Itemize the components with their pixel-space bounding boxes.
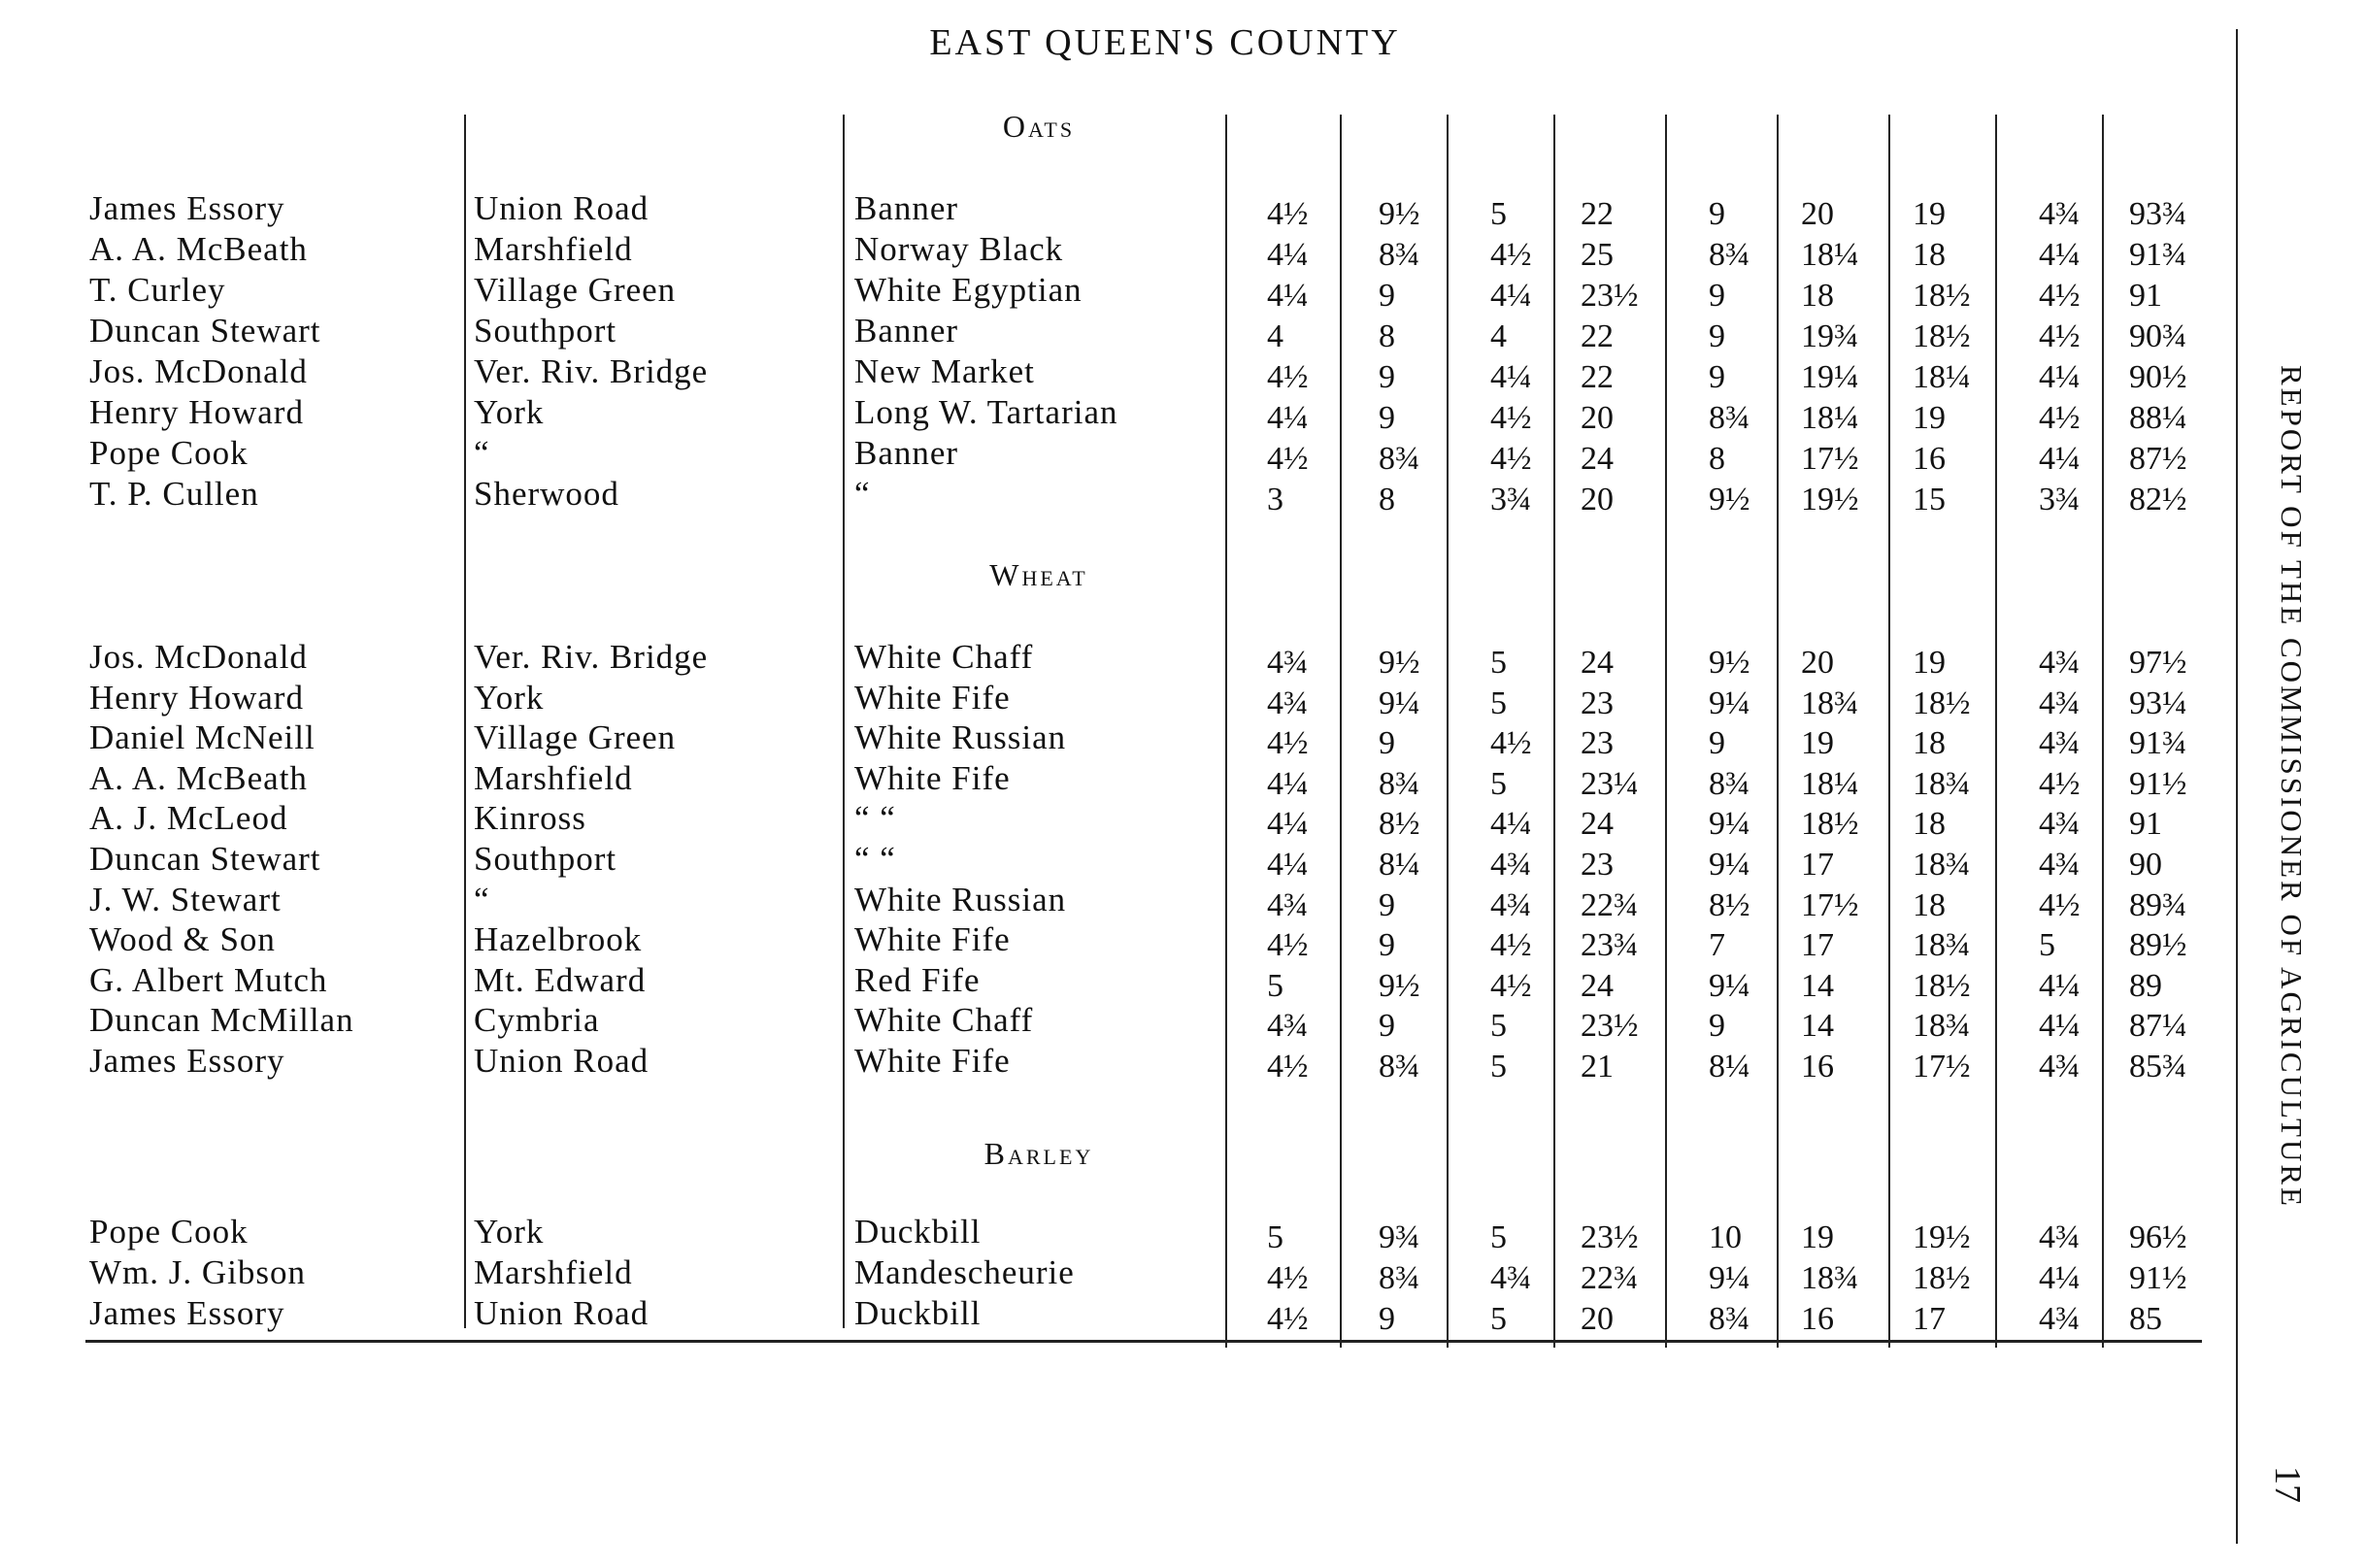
score-cell: 4¾ [2039,684,2081,721]
grower-location: Union Road [474,1294,650,1332]
score-cell: 8¾ [1709,1301,1750,1337]
grower-location: Union Road [474,189,650,227]
grower-location: Kinross [474,799,586,838]
score-cell: 24 [1581,645,1614,681]
score-cell: 18¾ [1913,847,1971,883]
score-cell: 25 [1581,237,1614,273]
crop-variety: “ “ [854,799,896,838]
crop-variety: Duckbill [854,1213,982,1251]
crop-variety: “ “ [854,840,896,878]
score-cell: 17 [1913,1301,1946,1337]
score-cell: 19 [1913,645,1946,681]
score-cell: 5 [1490,1049,1507,1084]
score-cell: 9 [1379,359,1395,395]
score-cell: 89½ [2129,927,2187,964]
score-cell: 22¾ [1581,886,1639,923]
score-cell: 9¼ [1709,967,1750,1004]
score-cell: 4¾ [1267,645,1309,681]
score-cell: 4¾ [1267,886,1309,923]
score-cell: 4½ [1267,359,1309,395]
score-cell: 22 [1581,318,1614,354]
score-cell: 4¾ [2039,725,2081,762]
score-cell: 4¼ [1267,765,1309,802]
grower-name: G. Albert Mutch [89,960,328,999]
score-cell: 87½ [2129,441,2187,477]
crop-variety: Banner [854,434,959,472]
score-cell: 4¾ [2039,1301,2081,1337]
score-cell: 17½ [1913,1049,1971,1084]
score-cell: 16 [1801,1049,1834,1084]
score-cell: 18 [1801,278,1834,314]
score-cell: 18 [1913,725,1946,762]
score-cell: 18 [1913,886,1946,923]
grower-name: Henry Howard [89,678,304,717]
score-cell: 19½ [1801,482,1859,517]
crop-variety: White Russian [854,718,1067,757]
score-cell: 4½ [1267,725,1309,762]
score-cell: 4¾ [1267,1008,1309,1045]
score-cell: 90¾ [2129,318,2187,354]
score-cell: 9¼ [1709,684,1750,721]
score-cell: 4¼ [1267,400,1309,436]
grower-location: Sherwood [474,475,619,513]
grower-name: J. W. Stewart [89,880,282,918]
score-cell: 4½ [2039,318,2081,354]
grower-location: Hazelbrook [474,920,643,959]
score-cell: 89 [2129,967,2162,1004]
score-cell: 4½ [2039,765,2081,802]
score-cell: 8½ [1379,806,1420,843]
score-cell: 18¾ [1801,1260,1859,1296]
score-cell: 23¼ [1581,765,1639,802]
score-cell: 8 [1379,318,1395,354]
grower-name: Duncan Stewart [89,312,321,350]
section-heading-oats: Oats [1002,109,1076,144]
crop-variety: Norway Black [854,230,1064,268]
score-cell: 23½ [1581,1008,1639,1045]
score-cell: 91½ [2129,1260,2187,1296]
score-cell: 4¾ [1490,847,1532,883]
table-row [0,839,2233,883]
score-cell: 9½ [1709,482,1750,517]
score-cell: 9½ [1379,196,1420,232]
score-cell: 4¼ [1490,806,1532,843]
score-cell: 18¾ [1913,927,1971,964]
table-row [0,311,2233,354]
score-cell: 18½ [1913,278,1971,314]
table-row [0,1252,2233,1296]
score-cell: 17½ [1801,886,1859,923]
score-cell: 9½ [1379,645,1420,681]
grower-name: A. J. McLeod [89,799,288,838]
score-cell: 4½ [1267,441,1309,477]
grower-name: Duncan McMillan [89,1001,354,1040]
score-cell: 91¾ [2129,237,2187,273]
score-cell: 90½ [2129,359,2187,395]
table-row [0,474,2233,515]
score-cell: 9 [1379,725,1395,762]
grower-location: Village Green [474,718,677,757]
score-cell: 10 [1709,1219,1742,1255]
score-cell: 4½ [1490,725,1532,762]
score-cell: 4½ [2039,278,2081,314]
table-row [0,270,2233,314]
score-cell: 23 [1581,684,1614,721]
score-cell: 22 [1581,196,1614,232]
score-cell: 16 [1913,441,1946,477]
score-cell: 4¼ [1267,847,1309,883]
score-cell: 23¾ [1581,927,1639,964]
score-cell: 4½ [2039,400,2081,436]
grower-location: Marshfield [474,758,633,797]
table-row [0,798,2233,843]
score-cell: 9 [1379,400,1395,436]
grower-location: Southport [474,312,617,350]
score-cell: 8¾ [1379,441,1420,477]
crop-variety: White Russian [854,880,1067,918]
score-cell: 4¾ [1490,1260,1532,1296]
score-cell: 4½ [1490,927,1532,964]
score-cell: 22¾ [1581,1260,1639,1296]
score-cell: 9 [1709,318,1725,354]
score-cell: 5 [1490,1008,1507,1045]
crop-variety: White Fife [854,678,1011,717]
score-cell: 5 [1490,684,1507,721]
score-cell: 93¼ [2129,684,2187,721]
score-cell: 8½ [1709,886,1750,923]
score-cell: 18½ [1913,318,1971,354]
grower-location: Ver. Riv. Bridge [474,638,709,676]
grower-name: Daniel McNeill [89,718,316,757]
crop-variety: White Chaff [854,1001,1034,1040]
score-cell: 5 [1490,1301,1507,1337]
score-cell: 4½ [1490,441,1532,477]
grower-location: Southport [474,840,617,878]
score-cell: 85¾ [2129,1049,2187,1084]
score-cell: 14 [1801,967,1834,1004]
score-cell: 4¾ [2039,196,2081,232]
score-cell: 4½ [1490,400,1532,436]
score-cell: 18½ [1913,1260,1971,1296]
score-cell: 4¼ [1267,278,1309,314]
crop-variety: Mandescheurie [854,1253,1075,1291]
score-cell: 4¼ [2039,441,2081,477]
table-row [0,758,2233,802]
score-cell: 9¼ [1709,806,1750,843]
score-cell: 82½ [2129,482,2187,517]
table-row [0,717,2233,762]
score-cell: 19½ [1913,1219,1971,1255]
score-cell: 19 [1801,725,1834,762]
score-cell: 88¼ [2129,400,2187,436]
table-row [0,433,2233,477]
grower-name: Wood & Son [89,920,276,959]
score-cell: 4¼ [2039,967,2081,1004]
score-cell: 18¾ [1913,1008,1971,1045]
score-cell: 4¾ [2039,645,2081,681]
score-cell: 8 [1379,482,1395,517]
score-cell: 8¾ [1709,237,1750,273]
table-row [0,229,2233,273]
score-cell: 18¼ [1801,237,1859,273]
score-cell: 20 [1581,1301,1614,1337]
table-row [0,678,2233,721]
table-row [0,919,2233,964]
score-cell: 9 [1709,725,1725,762]
crop-variety: Long W. Tartarian [854,393,1118,431]
score-cell: 91¾ [2129,725,2187,762]
running-head: REPORT OF THE COMMISSIONER OF AGRICULTURE [2275,364,2309,1209]
score-cell: 18¼ [1913,359,1971,395]
score-cell: 20 [1801,196,1834,232]
score-cell: 4¾ [2039,1219,2081,1255]
grower-name: Pope Cook [89,434,249,472]
score-cell: 20 [1801,645,1834,681]
crop-variety: White Fife [854,758,1011,797]
score-cell: 3 [1267,482,1283,517]
score-cell: 23 [1581,725,1614,762]
grower-name: Wm. J. Gibson [89,1253,306,1291]
crop-variety: Red Fife [854,960,981,999]
score-cell: 5 [1267,967,1283,1004]
score-cell: 20 [1581,400,1614,436]
score-cell: 24 [1581,806,1614,843]
score-cell: 9 [1379,1008,1395,1045]
score-cell: 89¾ [2129,886,2187,923]
score-cell: 7 [1709,927,1725,964]
score-cell: 91 [2129,806,2162,843]
score-cell: 4½ [1267,196,1309,232]
crop-variety: White Egyptian [854,271,1083,309]
score-cell: 4¼ [1267,806,1309,843]
score-cell: 9 [1379,1301,1395,1337]
score-cell: 9 [1379,886,1395,923]
table-bottom-rule [85,1340,2202,1343]
score-cell: 4¼ [1490,278,1532,314]
crop-variety: “ [854,475,871,513]
table-row [0,392,2233,436]
score-cell: 4¼ [2039,1260,2081,1296]
score-cell: 23 [1581,847,1614,883]
score-cell: 90 [2129,847,2162,883]
score-cell: 4½ [1490,237,1532,273]
score-cell: 19¾ [1801,318,1859,354]
score-cell: 4½ [2039,886,2081,923]
score-cell: 9¾ [1379,1219,1420,1255]
score-cell: 4¾ [1267,684,1309,721]
grower-name: Jos. McDonald [89,638,308,676]
score-cell: 3¾ [1490,482,1532,517]
score-cell: 15 [1913,482,1946,517]
score-cell: 9 [1709,1008,1725,1045]
crop-variety: Banner [854,312,959,350]
score-cell: 9½ [1709,645,1750,681]
score-cell: 4 [1267,318,1283,354]
grower-name: James Essory [89,189,285,227]
score-cell: 4¼ [2039,359,2081,395]
score-cell: 20 [1581,482,1614,517]
table-row [0,188,2233,232]
grower-location: “ [474,880,490,918]
score-cell: 8 [1709,441,1725,477]
score-cell: 4½ [1267,927,1309,964]
grower-location: York [474,678,545,717]
score-cell: 24 [1581,441,1614,477]
grower-name: T. Curley [89,271,226,309]
table-row [0,960,2233,1004]
crop-variety: Banner [854,189,959,227]
score-cell: 85 [2129,1301,2162,1337]
score-cell: 4¾ [1490,886,1532,923]
score-cell: 8¾ [1709,765,1750,802]
score-cell: 19 [1913,196,1946,232]
score-cell: 4¼ [2039,237,2081,273]
score-cell: 17 [1801,927,1834,964]
score-cell: 87¼ [2129,1008,2187,1045]
grower-name: James Essory [89,1294,285,1332]
score-cell: 23½ [1581,1219,1639,1255]
score-cell: 5 [1267,1219,1283,1255]
score-cell: 17 [1801,847,1834,883]
score-cell: 21 [1581,1049,1614,1084]
grower-location: Mt. Edward [474,960,647,999]
score-cell: 19¼ [1801,359,1859,395]
crop-variety: White Chaff [854,638,1034,676]
crop-variety: White Fife [854,1042,1011,1080]
crop-variety: Duckbill [854,1294,982,1332]
table-row [0,1041,2233,1082]
score-cell: 96½ [2129,1219,2187,1255]
grower-name: Henry Howard [89,393,304,431]
grower-name: Jos. McDonald [89,352,308,390]
score-cell: 18½ [1913,684,1971,721]
table-row [0,1293,2233,1337]
score-cell: 18½ [1801,806,1859,843]
grower-name: A. A. McBeath [89,758,308,797]
score-cell: 17½ [1801,441,1859,477]
score-cell: 4½ [1267,1260,1309,1296]
score-cell: 4¼ [1267,237,1309,273]
score-cell: 4¼ [2039,1008,2081,1045]
score-cell: 4½ [1267,1049,1309,1084]
score-cell: 4¾ [2039,806,2081,843]
score-cell: 5 [1490,765,1507,802]
table-row [0,880,2233,923]
score-cell: 5 [2039,927,2055,964]
table-row [0,1000,2233,1045]
grower-location: Cymbria [474,1001,600,1040]
grower-location: Union Road [474,1042,650,1080]
score-cell: 19 [1801,1219,1834,1255]
score-cell: 18 [1913,237,1946,273]
score-cell: 4¼ [1490,359,1532,395]
score-cell: 18 [1913,806,1946,843]
score-cell: 8¼ [1379,847,1420,883]
grower-name: Pope Cook [89,1213,249,1251]
score-cell: 5 [1490,1219,1507,1255]
grower-location: Marshfield [474,1253,633,1291]
grower-name: A. A. McBeath [89,230,308,268]
grower-location: York [474,1213,545,1251]
score-cell: 97½ [2129,645,2187,681]
score-cell: 24 [1581,967,1614,1004]
page-title: EAST QUEEN'S COUNTY [929,22,1401,63]
score-cell: 18½ [1913,967,1971,1004]
score-cell: 4 [1490,318,1507,354]
score-cell: 4½ [1267,1301,1309,1337]
score-cell: 8¾ [1379,237,1420,273]
score-cell: 5 [1490,196,1507,232]
page-number: 17 [2267,1466,2308,1503]
score-cell: 9 [1379,278,1395,314]
score-cell: 9½ [1379,967,1420,1004]
grower-name: T. P. Cullen [89,475,259,513]
score-cell: 8¾ [1379,1260,1420,1296]
table-row [0,1212,2233,1255]
score-cell: 9 [1709,278,1725,314]
score-cell: 9¼ [1709,1260,1750,1296]
crop-variety: White Fife [854,920,1011,959]
grower-location: Ver. Riv. Bridge [474,352,709,390]
score-cell: 3¾ [2039,482,2081,517]
score-cell: 9 [1709,196,1725,232]
score-cell: 18¾ [1801,684,1859,721]
score-cell: 9 [1709,359,1725,395]
score-cell: 4¾ [2039,1049,2081,1084]
score-cell: 4¾ [2039,847,2081,883]
score-cell: 23½ [1581,278,1639,314]
score-cell: 14 [1801,1008,1834,1045]
crop-variety: New Market [854,352,1035,390]
score-cell: 4½ [1490,967,1532,1004]
score-cell: 8¾ [1709,400,1750,436]
score-cell: 5 [1490,645,1507,681]
score-cell: 18¾ [1913,765,1971,802]
section-heading-wheat: Wheat [989,557,1088,592]
grower-location: York [474,393,545,431]
grower-location: Marshfield [474,230,633,268]
score-cell: 8¾ [1379,765,1420,802]
score-cell: 16 [1801,1301,1834,1337]
score-cell: 19 [1913,400,1946,436]
score-cell: 18¼ [1801,400,1859,436]
score-cell: 18¼ [1801,765,1859,802]
grower-name: Duncan Stewart [89,840,321,878]
score-cell: 9 [1379,927,1395,964]
grower-location: Village Green [474,271,677,309]
score-cell: 22 [1581,359,1614,395]
score-cell: 8¼ [1709,1049,1750,1084]
score-cell: 91½ [2129,765,2187,802]
section-heading-barley: Barley [983,1136,1094,1171]
grower-name: James Essory [89,1042,285,1080]
grower-location: “ [474,434,490,472]
table-row [0,351,2233,395]
score-cell: 93¾ [2129,196,2187,232]
score-cell: 9¼ [1379,684,1420,721]
score-cell: 8¾ [1379,1049,1420,1084]
score-cell: 91 [2129,278,2162,314]
table-row [0,637,2233,681]
score-cell: 9¼ [1709,847,1750,883]
